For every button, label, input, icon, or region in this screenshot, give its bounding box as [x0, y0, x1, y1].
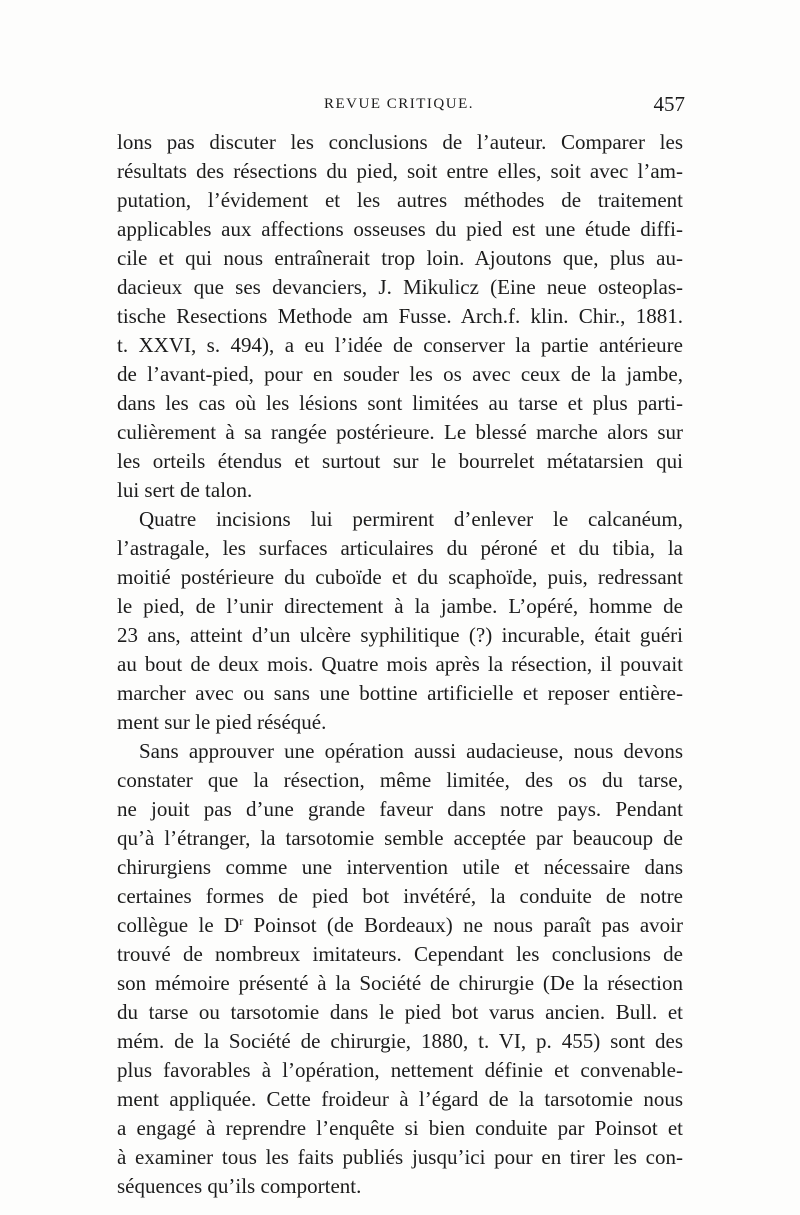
text-line: plus favorables à l’opération, nettement définie et convenable- — [117, 1058, 683, 1082]
text-line: résultats des résections du pied, soit entre elles, soit avec l’am- — [117, 159, 683, 183]
text-line: tische Resections Methode am Fusse. Arch.f. klin. Chir., 1881. — [117, 304, 683, 328]
text-line: l’astragale, les surfaces articulaires du péroné et du tibia, la — [117, 536, 683, 560]
text-line: Quatre incisions lui permirent d’enlever le calcanéum, — [139, 507, 683, 531]
text-line: constater que la résection, même limitée, des os du tarse, — [117, 768, 683, 792]
paragraph-3 — [117, 737, 683, 1201]
text-line: Sans approuver une opération aussi audacieuse, nous devons — [139, 739, 683, 763]
page-number: 457 — [653, 92, 685, 116]
text-line: culièrement à sa rangée postérieure. Le blessé marche alors sur — [117, 420, 683, 444]
text-line: qu’à l’étranger, la tarsotomie semble acceptée par beaucoup de — [117, 826, 683, 850]
text-line: putation, l’évidement et les autres méthodes de traitement — [117, 188, 683, 212]
text-line: au bout de deux mois. Quatre mois après la résection, il pouvait — [117, 652, 683, 676]
body-text — [117, 128, 683, 1201]
text-line: 23 ans, atteint d’un ulcère syphilitique (?) incurable, était guéri — [117, 623, 683, 647]
text-line: séquences qu’ils comportent. — [117, 1174, 362, 1198]
text-line: lons pas discuter les conclusions de l’auteur. Comparer les — [117, 130, 683, 154]
text-line: du tarse ou tarsotomie dans le pied bot varus ancien. Bull. et — [117, 1000, 683, 1024]
text-line: dacieux que ses devanciers, J. Mikulicz (Eine neue osteoplas- — [117, 275, 683, 299]
text-line: ment appliquée. Cette froideur à l’égard de la tarsotomie nous — [117, 1087, 683, 1111]
text-line: certaines formes de pied bot invétéré, la conduite de notre — [117, 884, 683, 908]
text-line: dans les cas où les lésions sont limitées au tarse et plus parti- — [117, 391, 683, 415]
text-line: les orteils étendus et surtout sur le bourrelet métatarsien qui — [117, 449, 683, 473]
text-fragment: collègue le D — [117, 913, 240, 937]
paragraph-1 — [117, 128, 683, 505]
text-line-with-superscript — [117, 911, 683, 940]
superscript: r — [239, 914, 244, 928]
text-line: à examiner tous les faits publiés jusqu’ici pour en tirer les con- — [117, 1145, 683, 1169]
running-header — [113, 92, 685, 122]
text-line: lui sert de talon. — [117, 478, 253, 502]
text-line: le pied, de l’unir directement à la jambe. L’opéré, homme de — [117, 594, 683, 618]
text-line: moitié postérieure du cuboïde et du scaphoïde, puis, redressant — [117, 565, 683, 589]
text-line: t. XXVI, s. 494), a eu l’idée de conserver la partie antérieure — [117, 333, 683, 357]
running-title: REVUE CRITIQUE. — [324, 96, 474, 112]
text-line: marcher avec ou sans une bottine artificielle et reposer entière- — [117, 681, 683, 705]
text-line: ne jouit pas d’une grande faveur dans notre pays. Pendant — [117, 797, 683, 821]
text-line: cile et qui nous entraînerait trop loin. Ajoutons que, plus au- — [117, 246, 683, 270]
text-line: mém. de la Société de chirurgie, 1880, t. VI, p. 455) sont des — [117, 1029, 683, 1053]
text-line: chirurgiens comme une intervention utile et nécessaire dans — [117, 855, 683, 879]
text-line: trouvé de nombreux imitateurs. Cependant les conclusions de — [117, 942, 683, 966]
text-line: a engagé à reprendre l’enquête si bien conduite par Poinsot et — [117, 1116, 683, 1140]
paragraph-2 — [117, 505, 683, 737]
text-line: ment sur le pied réséqué. — [117, 710, 327, 734]
text-fragment: Poinsot (de Bordeaux) ne nous paraît pas avoir — [243, 913, 683, 937]
text-line: son mémoire présenté à la Société de chirurgie (De la résection — [117, 971, 683, 995]
text-line: de l’avant-pied, pour en souder les os avec ceux de la jambe, — [117, 362, 683, 386]
text-line: applicables aux affections osseuses du pied est une étude diffi- — [117, 217, 683, 241]
